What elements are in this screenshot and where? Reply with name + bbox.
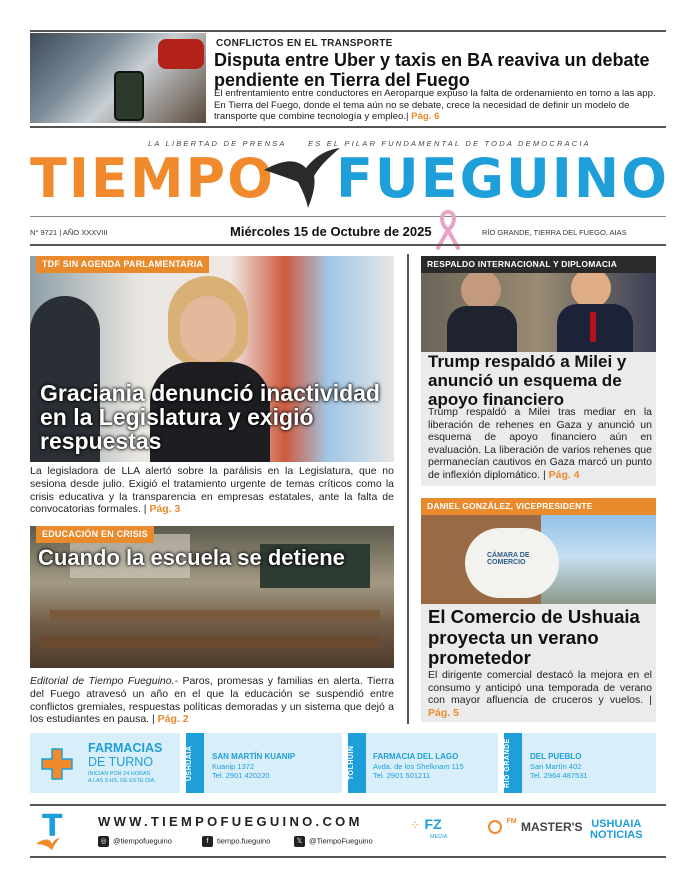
edition-date: Miércoles 15 de Octubre de 2025 [230,224,432,239]
escuela-page-ref[interactable]: Pág. 2 [157,713,189,726]
pharmacy-note: INICIAN POR 24 HORAS A LAS 9 HS. DE ESTE DÍA. [88,771,156,784]
masthead-rule-top [30,216,666,217]
comercio-body: El dirigente comercial destacó la mejora en el consumo y anticipó una temporada de verano con mayor afluencia de cruceros y vuelos. | Pág. 5 [428,669,652,719]
masthead-rule-bottom [30,244,666,246]
ushuaia-noticias-line2: NOTICIAS [590,829,643,841]
desk-row-2 [40,636,380,648]
phone-shape [114,71,144,121]
footer-rule-bottom [30,856,666,858]
teaser-headline[interactable]: Disputa entre Uber y taxis en BA reaviva un debate pendiente en Tierra del Fuego [214,50,650,90]
partner-ushuaia-noticias[interactable] [590,819,643,841]
website-url[interactable]: WWW.TIEMPOFUEGUINO.COM [98,814,363,829]
column-divider [407,254,409,724]
pharmacy-name-ushuaia: SAN MARTÍN KUANIP [212,752,296,761]
milei-body [447,306,517,352]
x-icon: 𝕏 [294,836,305,847]
teaser-photo [30,33,206,123]
fz-logo-text: FZ [424,816,442,832]
issue-number: N° 9721 | AÑO XXXVIII [30,228,108,237]
comercio-page-ref[interactable]: Pág. 5 [428,706,459,719]
trump-head [571,268,611,308]
graciania-body: La legisladora de LLA alertó sobre la parálisis en la Legislatura, que no sesiona desde julio. Exigió el tratamiento urgente de temas críticos como la crisis educativa y la transparencia en empresas estatales, ante la falta de convocatorias formales. | Pág. 3 [30,465,394,516]
pharmacy-cross-icon [40,747,74,781]
masthead-tagline: LA LIBERTAD DE PRENSA ES EL PILAR FUNDAMENTAL DE TODA DEMOCRACIA [148,139,591,148]
fm-label: FM [506,818,517,825]
facebook-icon: f [202,836,213,847]
logo-fueguino: FUEGUINO [336,147,669,210]
partner-fz-media[interactable] [410,816,447,840]
edition-location: RÍO GRANDE, TIERRA DEL FUEGO, AIAS [482,228,627,237]
footer-logo-letter: T [42,809,63,844]
chamber-sign [465,528,559,598]
footer-rule-top [30,804,666,806]
pharmacy-city-ushuaia: USHUAIA [186,733,204,793]
comercio-headline[interactable]: El Comercio de Ushuaia proyecta un verano prometedor [428,606,640,668]
desk-row-1 [50,610,380,620]
teaser-page-ref[interactable]: Pág. 6 [411,111,440,123]
partner-fm-masters[interactable] [488,818,583,836]
trump-headline[interactable]: Trump respaldó a Milei y anunció un esquema de apoyo financiero [428,352,627,409]
escuela-byline: Editorial de Tiempo Fueguino.- [30,675,179,687]
pharmacy-phone-ushuaia[interactable]: Tel. 2901 420220 [212,771,270,780]
ushuaia-noticias-line1: USHUAIA [591,818,642,830]
fz-logo-sub: MEDIA [430,834,448,840]
pharmacy-title: FARMACIAS DE TURNO [88,741,163,769]
graciania-headline[interactable]: Graciania denunció inactividad en la Legislatura y exigió respuestas [40,380,380,454]
top-rule [30,30,666,32]
pharmacy-ushuaia [186,733,342,793]
pharmacy-phone-tolhuin[interactable]: Tel. 2901 501211 [373,771,430,780]
pharmacy-header-box [30,733,180,793]
graciania-kicker: TDF SIN AGENDA PARLAMENTARIA [36,256,209,273]
logo-tiempo: TIEMPO [30,147,276,210]
teaser-body: El enfrentamiento entre conductores en Aeroparque expuso la falta de ordenamiento en torno a las app. En Tierra del Fuego, donde el tema aún no se debate, crece la necesidad de definir un modelo de transporte que combine tecnología y empleo.| Pág. 6 [214,88,656,123]
graciania-page-ref[interactable]: Pág. 3 [149,503,181,516]
trump-body: Trump respaldó a Milei tras mediar en la liberación de rehenes en Gaza y anunció un esquema de apoyo financiero aún en evaluación. La liberación de varios rehenes que permanecían cautivos en Gaza marcó un punto de inflexión diplomático. | Pág. 4 [428,406,652,481]
x-link[interactable]: 𝕏 @TiempoFueguino [294,836,373,847]
masters-label: MASTER'S [521,819,583,834]
pharmacy-city-rio-grande: RÍO GRANDE [504,733,522,793]
pharmacy-city-tolhuin: TOLHUIN [348,733,366,793]
instagram-link[interactable]: ◎ @tiempofueguino [98,836,172,847]
fm-icon [488,820,502,834]
trump-kicker: RESPALDO INTERNACIONAL Y DIPLOMACIA [421,256,656,273]
comercio-kicker: DANIEL GONZÁLEZ, VICEPRESIDENTE [421,498,656,515]
milei-head [461,270,501,310]
pharmacy-address-ushuaia: Kuanip 1372 [212,762,255,771]
albatross-icon [262,142,342,212]
chamber-sign-text: CÁMARA DE COMERCIO [487,552,530,566]
fz-dots-icon: ⁘ [410,818,421,832]
footer-logo[interactable] [36,809,70,850]
pharmacy-name-tolhuin: FARMACIA DEL LAGO [373,752,459,761]
footer-bird-icon [36,836,60,850]
car-shape [158,39,204,69]
facebook-link[interactable]: f tiempo.fueguino [202,836,270,847]
trump-page-ref[interactable]: Pág. 4 [548,468,580,481]
person-face [180,296,236,362]
pharmacy-address-rio-grande: San Martín 402 [530,762,582,771]
escuela-kicker: EDUCACIÓN EN CRISIS [36,526,154,543]
red-tie [590,312,596,342]
teaser-rule [30,126,666,128]
pharmacy-address-tolhuin: Avda. de los Shelknam 115 [373,762,464,771]
teaser-kicker: CONFLICTOS EN EL TRANSPORTE [216,38,393,49]
escuela-headline[interactable]: Cuando la escuela se detiene [38,545,345,570]
pharmacy-name-rio-grande: DEL PUEBLO [530,752,582,761]
pharmacy-phone-rio-grande[interactable]: Tel. 2964 487531 [530,771,588,780]
escuela-body: Editorial de Tiempo Fueguino.- Paros, promesas y familias en alerta. Tierra del Fuego atravesó un año en el que la educación se suspendió entre conflictos gremiales, respuestas políticas demoradas y un sistema que dejó a los estudiantes en pausa. | Pág. 2 [30,675,395,726]
instagram-icon: ◎ [98,836,109,847]
